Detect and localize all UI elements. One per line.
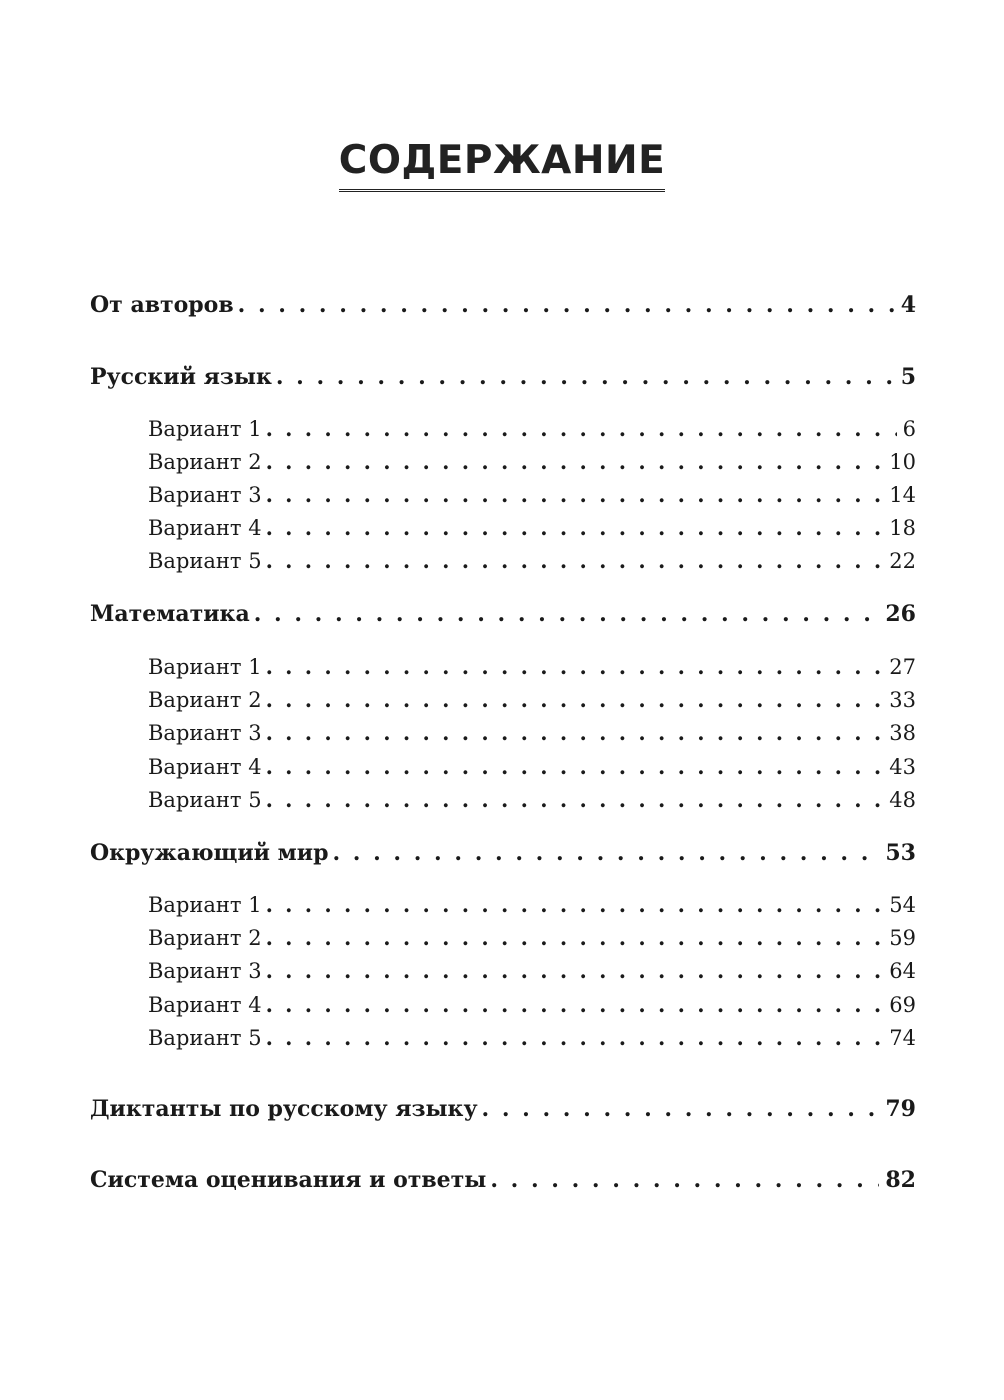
- toc-subentry-label: Вариант 4: [148, 516, 262, 540]
- toc-entry-math[interactable]: [90, 601, 916, 627]
- toc-entry-page: 82: [885, 1167, 916, 1193]
- toc-subentry-page: 43: [889, 755, 916, 779]
- toc-subentry[interactable]: [90, 925, 916, 950]
- toc-subentry-page: 74: [889, 1026, 916, 1050]
- dot-leader: [266, 449, 884, 474]
- toc-subentry-label: Вариант 1: [148, 893, 262, 917]
- toc-entry-label: Русский язык: [90, 364, 272, 390]
- dot-leader: [266, 992, 884, 1017]
- dot-leader: [482, 1096, 880, 1122]
- toc-subentry-label: Вариант 3: [148, 483, 262, 507]
- dot-leader: [266, 654, 884, 679]
- toc-subentry-label: Вариант 1: [148, 655, 262, 679]
- page-title: СОДЕРЖАНИЕ: [339, 140, 666, 192]
- toc-subentry[interactable]: [90, 416, 916, 441]
- toc-entry-world[interactable]: [90, 840, 916, 866]
- toc-subentry-page: 18: [889, 516, 916, 540]
- toc-subentry-label: Вариант 2: [148, 450, 262, 474]
- toc-subentry[interactable]: [90, 787, 916, 812]
- dot-leader: [254, 601, 880, 627]
- dot-leader: [238, 292, 895, 318]
- toc-subentry[interactable]: [90, 449, 916, 474]
- toc-subentry[interactable]: [90, 654, 916, 679]
- toc-subentry-label: Вариант 4: [148, 755, 262, 779]
- toc-entry-page: 5: [900, 364, 916, 390]
- toc-subentry[interactable]: [90, 1025, 916, 1050]
- toc-subentry-page: 48: [889, 788, 916, 812]
- toc-entry-label: Математика: [90, 601, 250, 627]
- toc-subentry-page: 54: [889, 893, 916, 917]
- toc-subentry-page: 64: [889, 959, 916, 983]
- dot-leader: [266, 515, 884, 540]
- toc-subentry[interactable]: [90, 482, 916, 507]
- toc-entry-authors[interactable]: [90, 292, 916, 318]
- toc-subentry[interactable]: [90, 754, 916, 779]
- toc-subentry-label: Вариант 5: [148, 1026, 262, 1050]
- toc-entry-page: 26: [885, 601, 916, 627]
- toc-subentry-label: Вариант 1: [148, 417, 262, 441]
- dot-leader: [266, 787, 884, 812]
- toc-entry-dictations[interactable]: [90, 1096, 916, 1122]
- toc-subentry-page: 27: [889, 655, 916, 679]
- dot-leader: [266, 925, 884, 950]
- dot-leader: [266, 892, 884, 917]
- toc-entry-russian[interactable]: [90, 364, 916, 390]
- toc-subentry[interactable]: [90, 548, 916, 573]
- dot-leader: [266, 482, 884, 507]
- toc-subentry-page: 10: [889, 450, 916, 474]
- dot-leader: [266, 687, 884, 712]
- dot-leader: [266, 958, 884, 983]
- toc-subentry-label: Вариант 3: [148, 959, 262, 983]
- toc-subentry-label: Вариант 2: [148, 688, 262, 712]
- toc-subentry-page: 69: [889, 993, 916, 1017]
- toc-subentry[interactable]: [90, 515, 916, 540]
- toc-subentry-label: Вариант 5: [148, 788, 262, 812]
- toc-subentry[interactable]: [90, 720, 916, 745]
- title-wrap: [0, 140, 1004, 192]
- toc-entry-label: Система оценивания и ответы: [90, 1167, 487, 1193]
- toc-subentry-label: Вариант 5: [148, 549, 262, 573]
- toc-entry-answers[interactable]: [90, 1167, 916, 1193]
- toc-subentry-label: Вариант 4: [148, 993, 262, 1017]
- dot-leader: [266, 1025, 884, 1050]
- toc-subentry-label: Вариант 2: [148, 926, 262, 950]
- dot-leader: [266, 416, 897, 441]
- toc-subentry-page: 6: [902, 417, 916, 441]
- toc-subentry-label: Вариант 3: [148, 721, 262, 745]
- toc-subentry[interactable]: [90, 687, 916, 712]
- dot-leader: [332, 840, 879, 866]
- dot-leader: [266, 754, 884, 779]
- dot-leader: [490, 1167, 879, 1193]
- toc-entry-page: 4: [900, 292, 916, 318]
- toc-subentry-page: 22: [889, 549, 916, 573]
- toc-subentry-page: 59: [889, 926, 916, 950]
- toc-entry-page: 79: [885, 1096, 916, 1122]
- toc-subentry[interactable]: [90, 892, 916, 917]
- toc-subentry-page: 33: [889, 688, 916, 712]
- toc-subentry-page: 38: [889, 721, 916, 745]
- toc-entry-page: 53: [885, 840, 916, 866]
- dot-leader: [266, 548, 884, 573]
- dot-leader: [276, 364, 895, 390]
- toc-entry-label: Диктанты по русскому языку: [90, 1096, 478, 1122]
- toc-subentry[interactable]: [90, 958, 916, 983]
- toc-subentry[interactable]: [90, 992, 916, 1017]
- toc-entry-label: Окружающий мир: [90, 840, 329, 866]
- toc-subentry-page: 14: [889, 483, 916, 507]
- toc-entry-label: От авторов: [90, 292, 234, 318]
- dot-leader: [266, 720, 884, 745]
